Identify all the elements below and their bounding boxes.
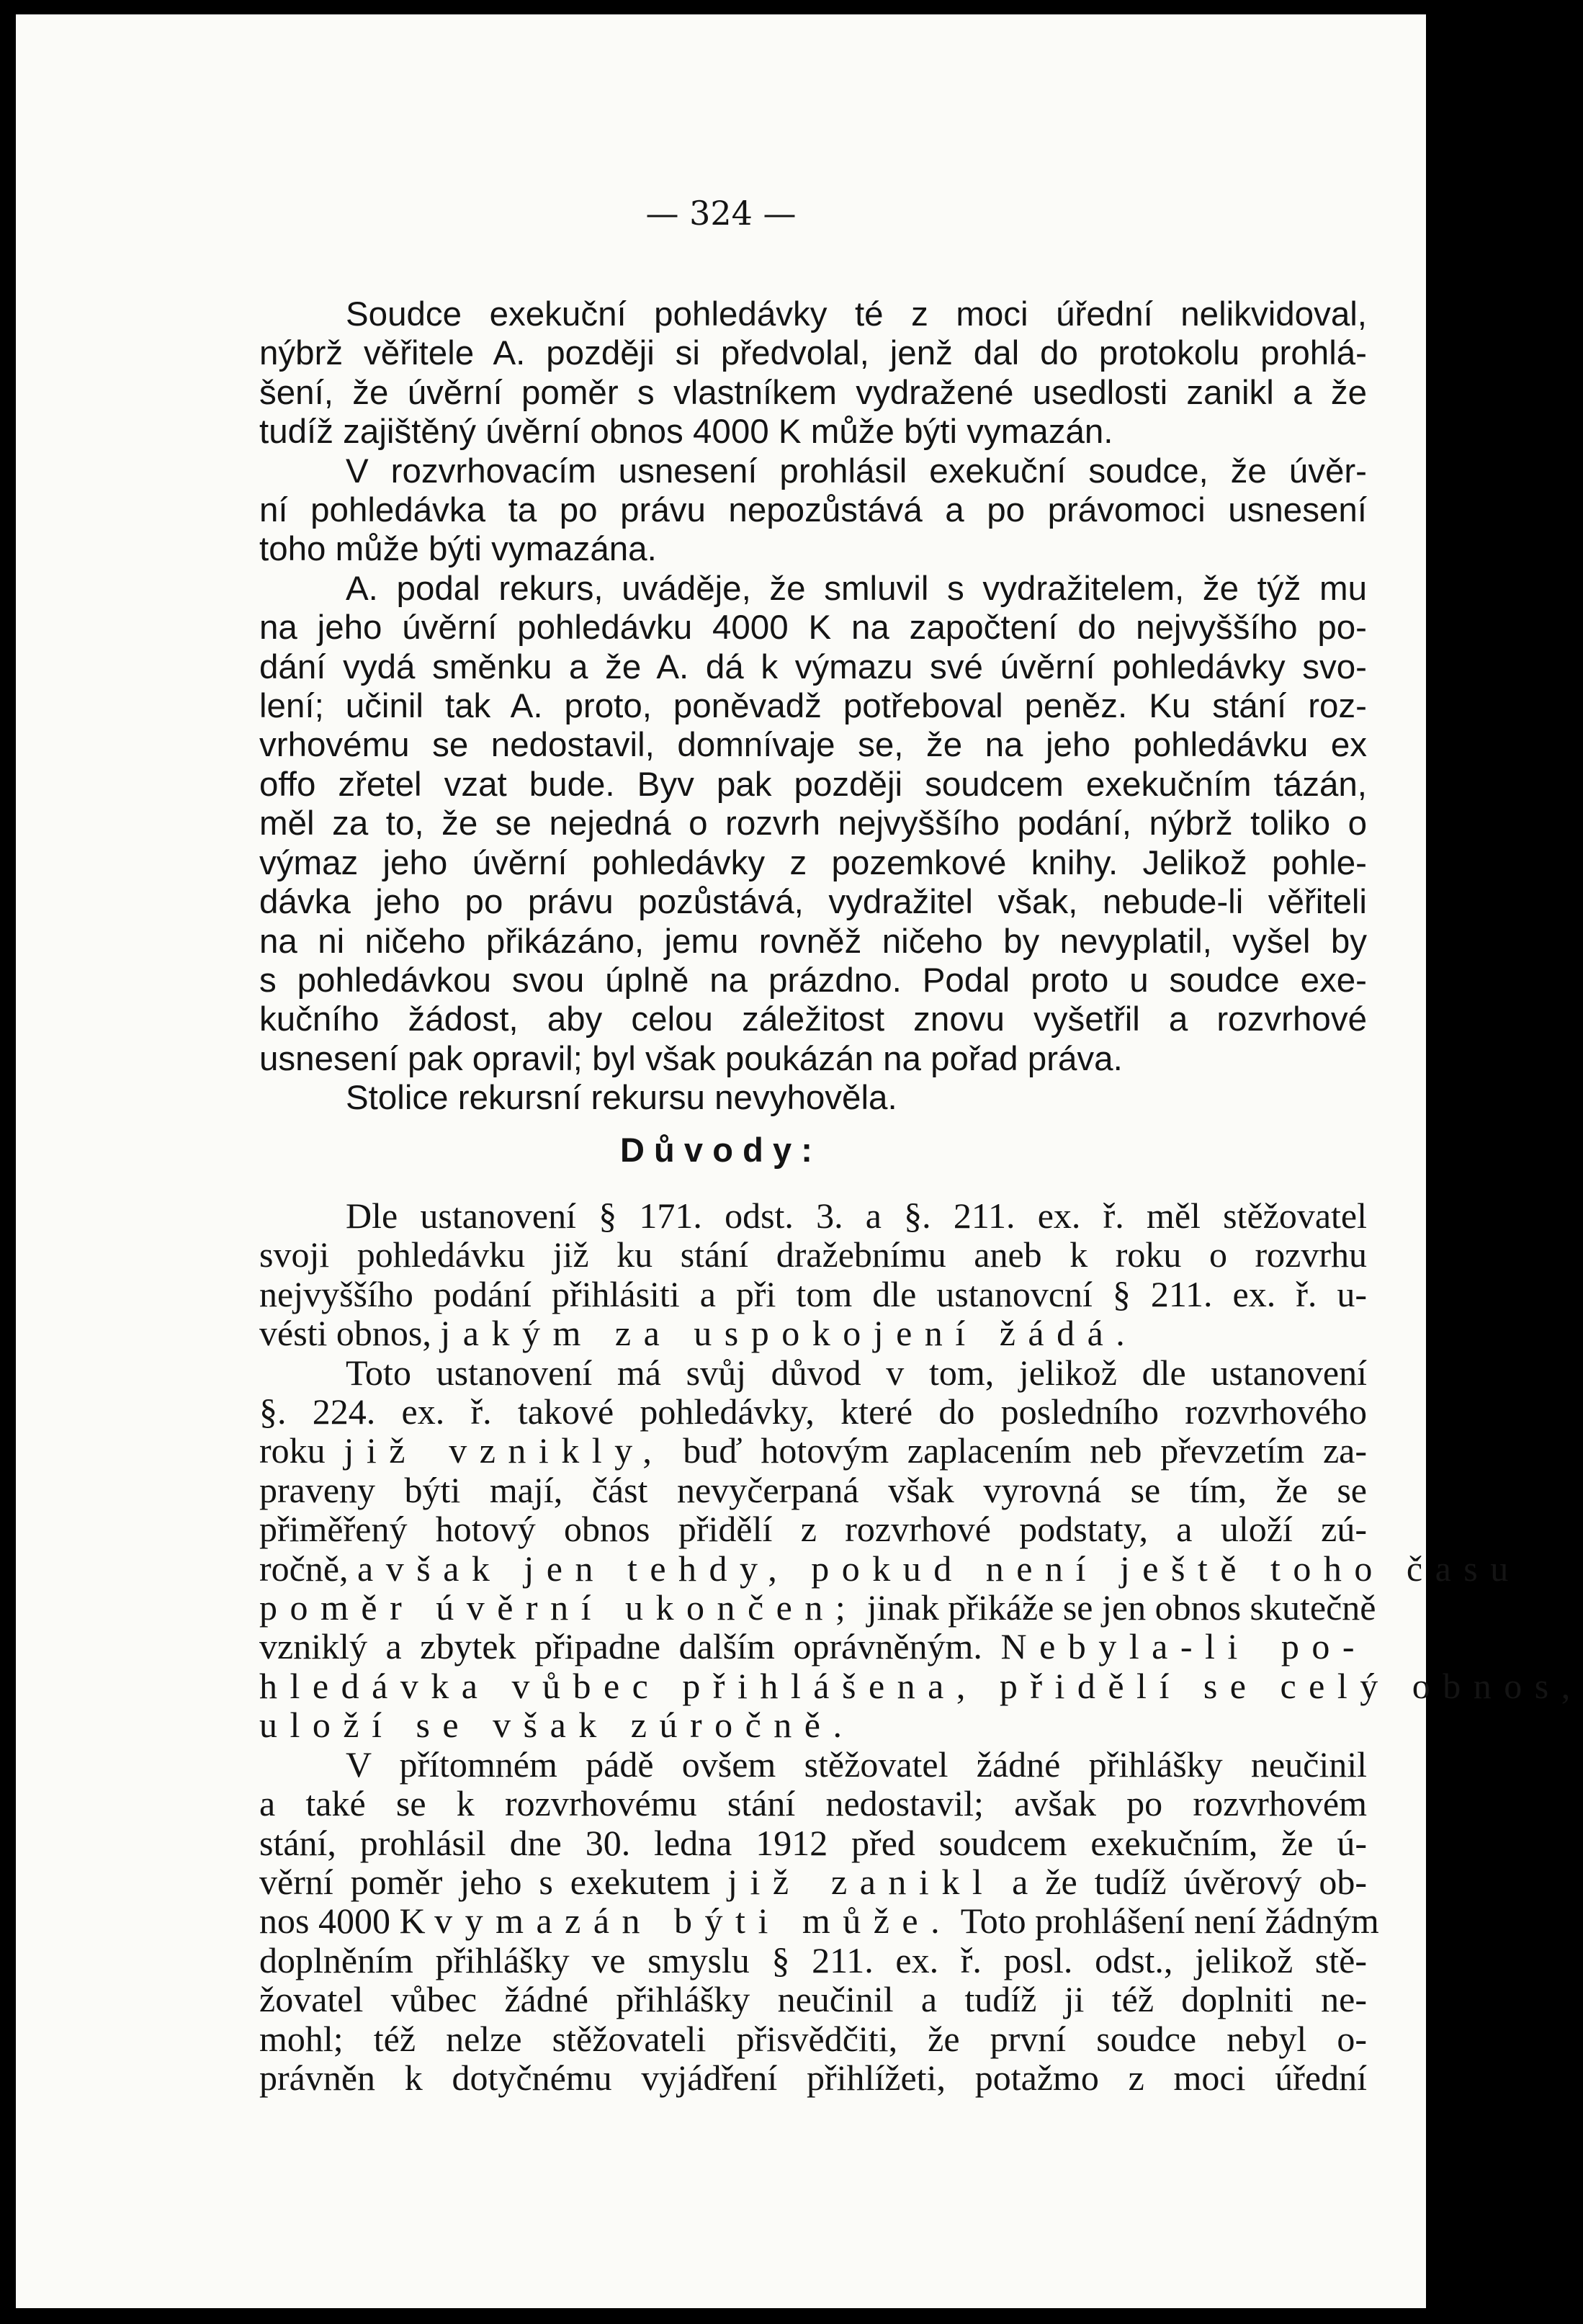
text-fragment: ročně,	[259, 1548, 349, 1589]
text-fragment: buď hotovým zaplacením neb převzetím za-	[683, 1430, 1367, 1471]
text-line: Toto ustanovení má svůj důvod v tom, jelikož dle ustanovení	[346, 1352, 1367, 1393]
text-line: praveny býti mají, část nevyčerpaná však vyrovná se tím, že se	[259, 1469, 1367, 1510]
text-fragment: jinak přikáže se jen obnos skutečně	[866, 1587, 1376, 1628]
text-line	[259, 1862, 1367, 1901]
text-line: žovatel vůbec žádné přihlášky neučinil a tudíž ji též doplniti ne-	[259, 1979, 1367, 2020]
text-line: tudíž zajištěný úvěrní obnos 4000 K může býti vymazán.	[259, 413, 1113, 452]
narrative-section	[259, 295, 1367, 1118]
text-line: nýbrž věřitele A. později si předvolal, jenž dal do protokolu prohlá-	[259, 334, 1367, 373]
text-fragment: nos 4000 K	[259, 1901, 426, 1942]
text-line: usnesení pak opravil; byl však poukázán na pořad práva.	[259, 1039, 1123, 1078]
text-line: stání, prohlásil dne 30. ledna 1912 před soudcem exekučním, že ú-	[259, 1822, 1367, 1863]
text-fragment: a že tudíž úvěrový ob-	[1012, 1861, 1368, 1902]
text-fragment: Toto prohlášení není žádným	[960, 1901, 1379, 1942]
emphasized-line: uloží se však zúročně.	[259, 1705, 855, 1746]
emphasized-text: poměr úvěrní ukončen;	[259, 1587, 858, 1628]
text-line: toho může býti vymazána.	[259, 530, 657, 569]
emphasized-text: jakým za uspokojení žádá.	[440, 1313, 1138, 1354]
emphasized-text: již vznikly,	[344, 1430, 665, 1471]
text-line: přiměřený hotový obnos přidělí z rozvrhové podstaty, a uloží zú-	[259, 1509, 1367, 1550]
text-line: právněn k dotyčnému vyjádření přihlížeti, potažmo z moci úřední	[259, 2057, 1367, 2098]
text-line: a také se k rozvrhovému stání nedostavil; avšak po rozvrhovém	[259, 1783, 1367, 1824]
emphasized-text: již zanikl	[727, 1861, 995, 1902]
text-line: mohl; též nelze stěžovateli přisvědčiti, že první soudce nebyl o-	[259, 2018, 1367, 2059]
text-line: nejvyššího podání přihlásiti a při tom dle ustanovcní § 211. ex. ř. u-	[259, 1273, 1367, 1314]
text-line: A. podal rekurs, uváděje, že smluvil s vydražitelem, že týž mu	[346, 569, 1367, 608]
emphasized-line: hledávka vůbec přihlášena, přidělí se celý obnos,	[259, 1665, 1583, 1706]
text-line: offo zřetel vzat bude. Byv pak později soudcem exekučním tázán,	[259, 765, 1367, 804]
text-line: svoji pohledávku již ku stání dražebnímu aneb k roku o rozvrhu	[259, 1234, 1367, 1275]
text-line: šení, že úvěrní poměr s vlastníkem vydražené usedlosti zanikl a že	[259, 373, 1367, 412]
text-line	[259, 1431, 1367, 1470]
page-number: — 324 —	[645, 194, 797, 233]
emphasized-text: vymazán býti může.	[434, 1901, 953, 1942]
text-line	[259, 1548, 1521, 1589]
text-line: V přítomném pádě ovšem stěžovatel žádné přihlášky neučinil	[346, 1744, 1367, 1785]
text-fragment: věrní poměr jeho s exekutem	[259, 1861, 711, 1902]
book-page	[16, 14, 1583, 2308]
text-line: §. 224. ex. ř. takové pohledávky, které do posledního rozvrhového	[259, 1391, 1367, 1432]
text-line: na jeho úvěrní pohledávku 4000 K na započtení do nejvyššího po-	[259, 609, 1367, 647]
text-line	[259, 1627, 1367, 1666]
text-line: dávka jeho po právu pozůstává, vydražitel však, nebude-li věřiteli	[259, 883, 1367, 922]
text-fragment: vésti obnos,	[259, 1313, 431, 1354]
text-line: lení; učinil tak A. proto, poněvadž potřeboval peněz. Ku stání roz-	[259, 687, 1367, 726]
text-line: Stolice rekursní rekursu nevyhověla.	[346, 1079, 897, 1118]
text-line: měl za to, že se nejedná o rozvrh nejvyššího podání, nýbrž toliko o	[259, 804, 1367, 843]
text-line: Soudce exekuční pohledávky té z moci úřední nelikvidoval,	[346, 295, 1367, 333]
section-heading: Důvody:	[619, 1131, 822, 1169]
text-line: dání vydá směnku a že A. dá k výmazu své úvěrní pohledávky svo-	[259, 647, 1367, 686]
text-line	[259, 1314, 1367, 1352]
text-line: vrhovému se nedostavil, domnívaje se, že na jeho pohledávku ex	[259, 726, 1367, 765]
text-line: doplněním přihlášky ve smyslu § 211. ex. ř. posl. odst., jelikož stě-	[259, 1939, 1367, 1980]
text-line: výmaz jeho úvěrní pohledávky z pozemkové knihy. Jelikož pohle-	[259, 843, 1367, 882]
text-line: Dle ustanovení § 171. odst. 3. a §. 211. ex. ř. měl stěžovatel	[346, 1195, 1367, 1236]
text-line: na ni ničeho přikázáno, jemu rovněž ničeho by nevyplatil, vyšel by	[259, 922, 1367, 961]
text-line	[259, 1587, 1376, 1628]
text-line	[259, 1901, 1379, 1942]
emphasized-text: Nebyla-li po-	[1000, 1626, 1368, 1667]
text-fragment: roku	[259, 1430, 326, 1471]
reasons-section	[259, 1195, 1583, 2098]
text-line: ní pohledávka ta po právu nepozůstává a po právomoci usnesení	[259, 491, 1367, 530]
emphasized-text: avšak jen tehdy, pokud není ještě toho času	[357, 1548, 1521, 1589]
text-line: V rozvrhovacím usnesení prohlásil exekuční soudce, že úvěr-	[346, 452, 1367, 490]
text-fragment: vzniklý a zbytek připadne dalším oprávněným.	[259, 1626, 982, 1667]
text-line: s pohledávkou svou úplně na prázdno. Podal proto u soudce exe-	[259, 961, 1367, 1000]
text-line: kučního žádost, aby celou záležitost znovu vyšetřil a rozvrhové	[259, 1000, 1367, 1039]
